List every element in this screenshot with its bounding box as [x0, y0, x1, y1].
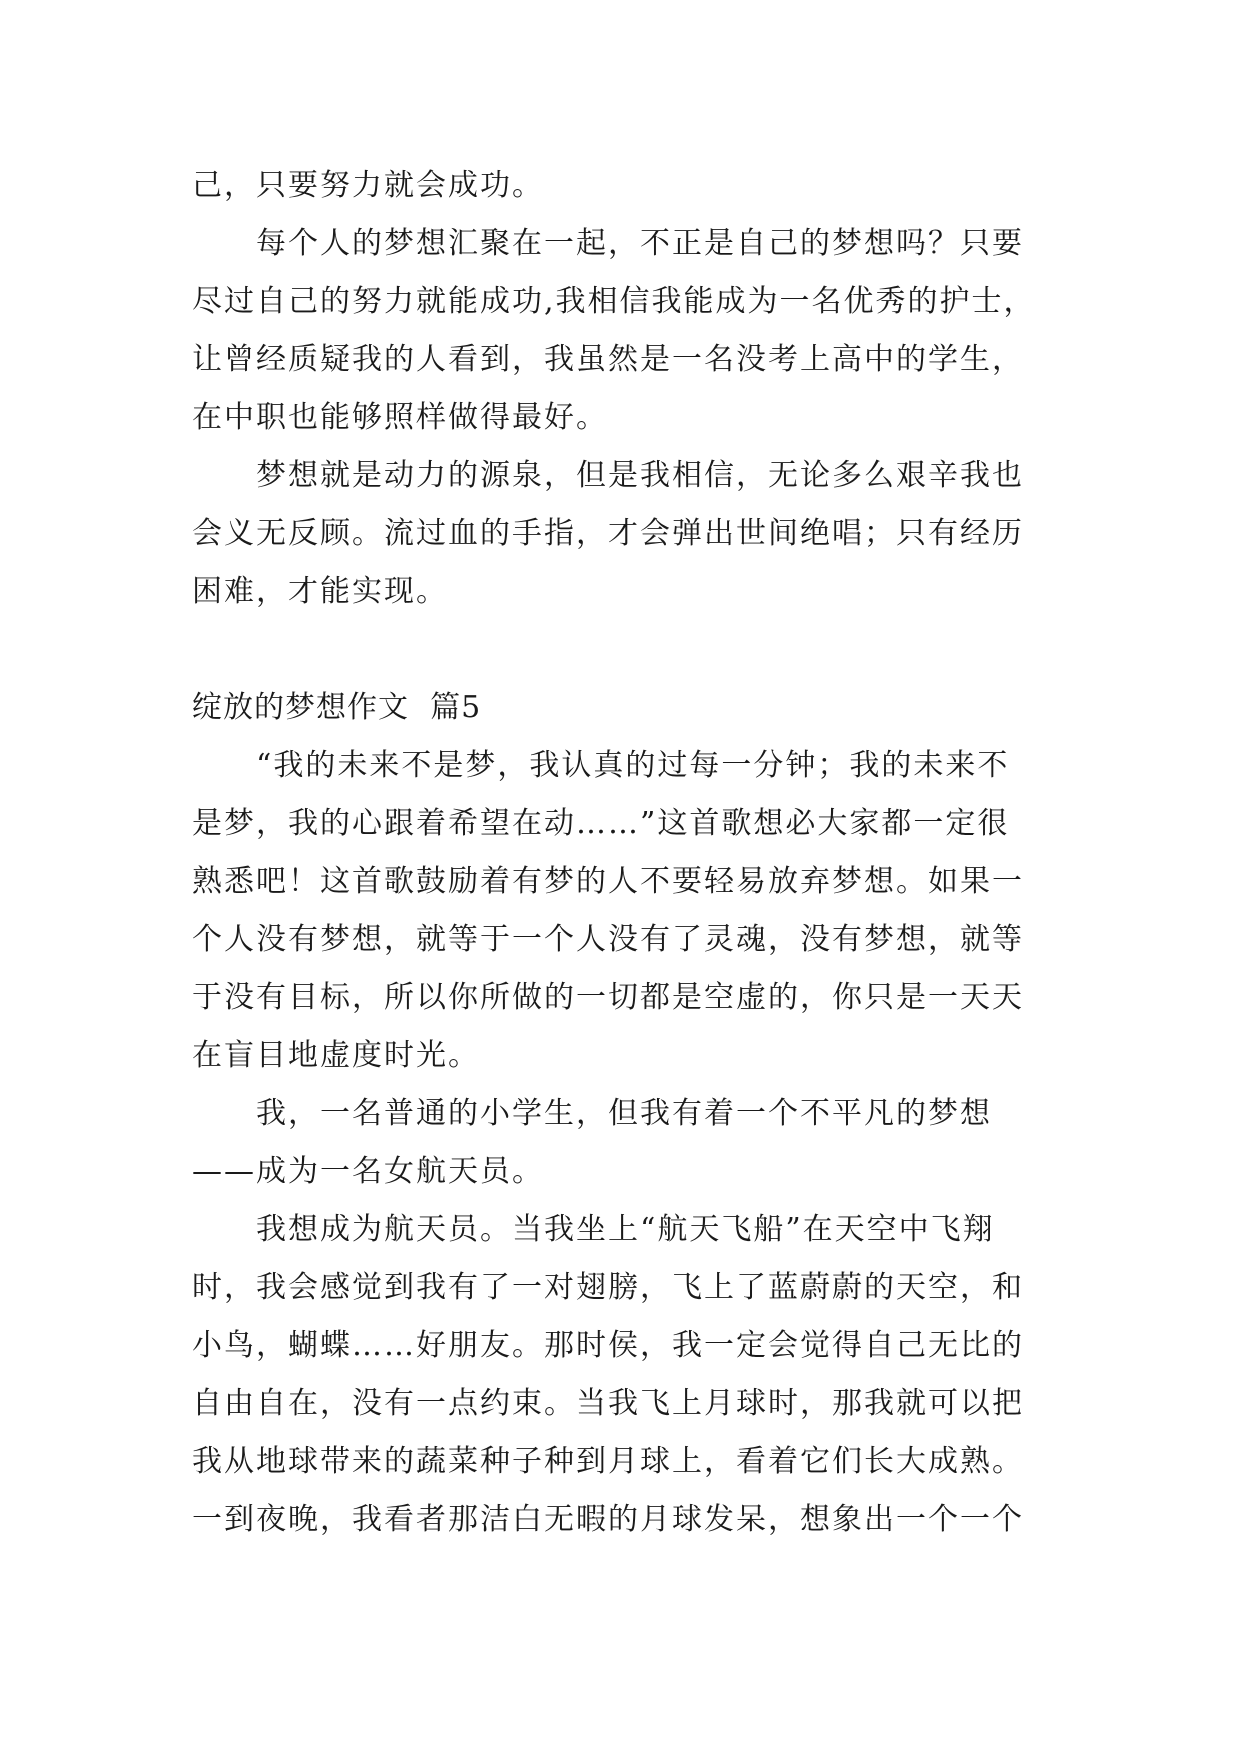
paragraph-line: 尽过自己的努力就能成功,我相信我能成为一名优秀的护士，: [192, 284, 1036, 319]
paragraph-line: 在中职也能够照样做得最好。: [192, 400, 608, 435]
paragraph-line: 己，只要努力就会成功。: [192, 168, 544, 203]
paragraph-line: 让曾经质疑我的人看到，我虽然是一名没考上高中的学生，: [192, 342, 1024, 377]
paragraph-line: 时，我会感觉到我有了一对翅膀，飞上了蓝蔚蔚的天空，和: [192, 1270, 1024, 1305]
paragraph-line: 自由自在，没有一点约束。当我飞上月球时，那我就可以把: [192, 1386, 1024, 1421]
paragraph-line: 于没有目标，所以你所做的一切都是空虚的，你只是一天天: [192, 980, 1024, 1015]
paragraph-line: 每个人的梦想汇聚在一起，不正是自己的梦想吗？只要: [256, 226, 1024, 261]
paragraph-line: 小鸟，蝴蝶……好朋友。那时侯，我一定会觉得自己无比的: [192, 1328, 1024, 1363]
paragraph-line: 会义无反顾。流过血的手指，才会弹出世间绝唱；只有经历: [192, 516, 1024, 551]
paragraph-line: 我从地球带来的蔬菜种子种到月球上，看着它们长大成熟。: [192, 1444, 1024, 1479]
paragraph-line: 是梦，我的心跟着希望在动……”这首歌想必大家都一定很: [192, 806, 1010, 841]
paragraph-line: 我想成为航天员。当我坐上“航天飞船”在天空中飞翔: [256, 1212, 995, 1247]
section-heading: 绽放的梦想作文 篇5: [192, 690, 482, 725]
paragraph-line: “我的未来不是梦，我认真的过每一分钟；我的未来不: [256, 748, 1010, 783]
paragraph-line: 个人没有梦想，就等于一个人没有了灵魂，没有梦想，就等: [192, 922, 1024, 957]
paragraph-line: 在盲目地虚度时光。: [192, 1038, 480, 1073]
paragraph-line: 一到夜晚，我看者那洁白无暇的月球发呆，想象出一个一个: [192, 1502, 1024, 1537]
paragraph-line: ——成为一名女航天员。: [192, 1154, 544, 1189]
paragraph-line: 困难，才能实现。: [192, 574, 448, 609]
paragraph-line: 我，一名普通的小学生，但我有着一个不平凡的梦想: [256, 1096, 992, 1131]
paragraph-line: 梦想就是动力的源泉，但是我相信，无论多么艰辛我也: [256, 458, 1024, 493]
paragraph-line: 熟悉吧！这首歌鼓励着有梦的人不要轻易放弃梦想。如果一: [192, 864, 1024, 899]
